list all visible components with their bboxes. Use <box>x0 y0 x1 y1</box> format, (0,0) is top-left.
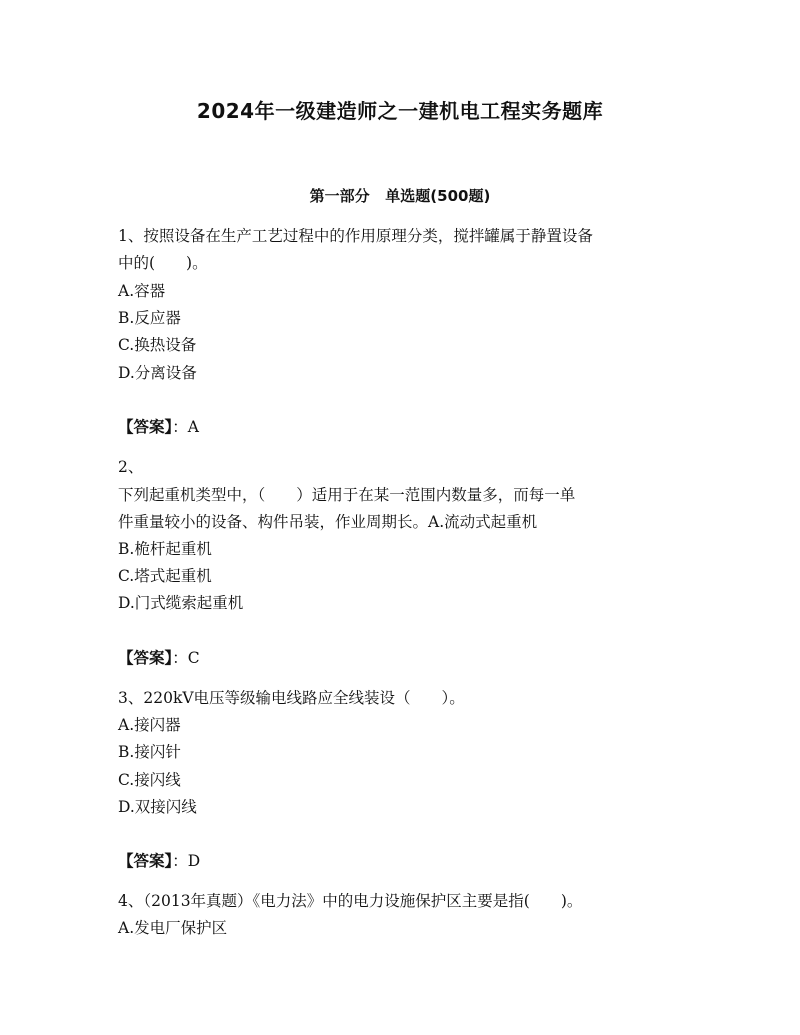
document-title: 2024年一级建造师之一建机电工程实务题库 <box>196 99 604 123</box>
question-1-option-c: C.换热设备 <box>118 336 197 354</box>
question-2-stem-line-1: 下列起重机类型中，（ ）适用于在某一范围内数量多，而每一单 <box>118 486 576 504</box>
question-1-stem-line-2: 中的( )。 <box>118 254 208 272</box>
question-2-number: 2、 <box>118 458 144 476</box>
answer-label: 【答案】 <box>118 852 173 870</box>
question-3-answer <box>118 851 200 871</box>
question-2-option-d: D.门式缆索起重机 <box>118 594 244 612</box>
question-2-stem-line-2: 件重量较小的设备、构件吊装，作业周期长。A.流动式起重机 <box>118 513 538 531</box>
answer-label: 【答案】 <box>118 649 173 667</box>
question-4-option-a: A.发电厂保护区 <box>118 919 228 937</box>
answer-value: ：D <box>172 852 201 870</box>
question-1-option-d: D.分离设备 <box>118 364 197 382</box>
question-3-option-c: C.接闪线 <box>118 771 181 789</box>
question-3-stem: 3、220kV电压等级输电线路应全线装设（ ）。 <box>118 689 465 707</box>
question-3-option-b: B.接闪针 <box>118 743 181 761</box>
answer-label: 【答案】 <box>118 418 173 436</box>
section-heading: 第一部分 单选题(500题) <box>309 187 491 205</box>
question-4-stem: 4、（2013年真题）《电力法》中的电力设施保护区主要是指( )。 <box>118 892 583 910</box>
question-3-option-a: A.接闪器 <box>118 716 181 734</box>
answer-value: ：A <box>172 418 199 436</box>
question-2-option-b: B.桅杆起重机 <box>118 540 212 558</box>
question-1-option-a: A.容器 <box>118 282 166 300</box>
question-1-answer <box>118 417 199 437</box>
answer-value: ：C <box>172 649 200 667</box>
question-1-option-b: B.反应器 <box>118 309 181 327</box>
question-1-stem-line-1: 1、按照设备在生产工艺过程中的作用原理分类，搅拌罐属于静置设备 <box>118 227 593 245</box>
question-2-option-c: C.塔式起重机 <box>118 567 212 585</box>
question-3-option-d: D.双接闪线 <box>118 798 197 816</box>
question-2-answer <box>118 648 200 668</box>
